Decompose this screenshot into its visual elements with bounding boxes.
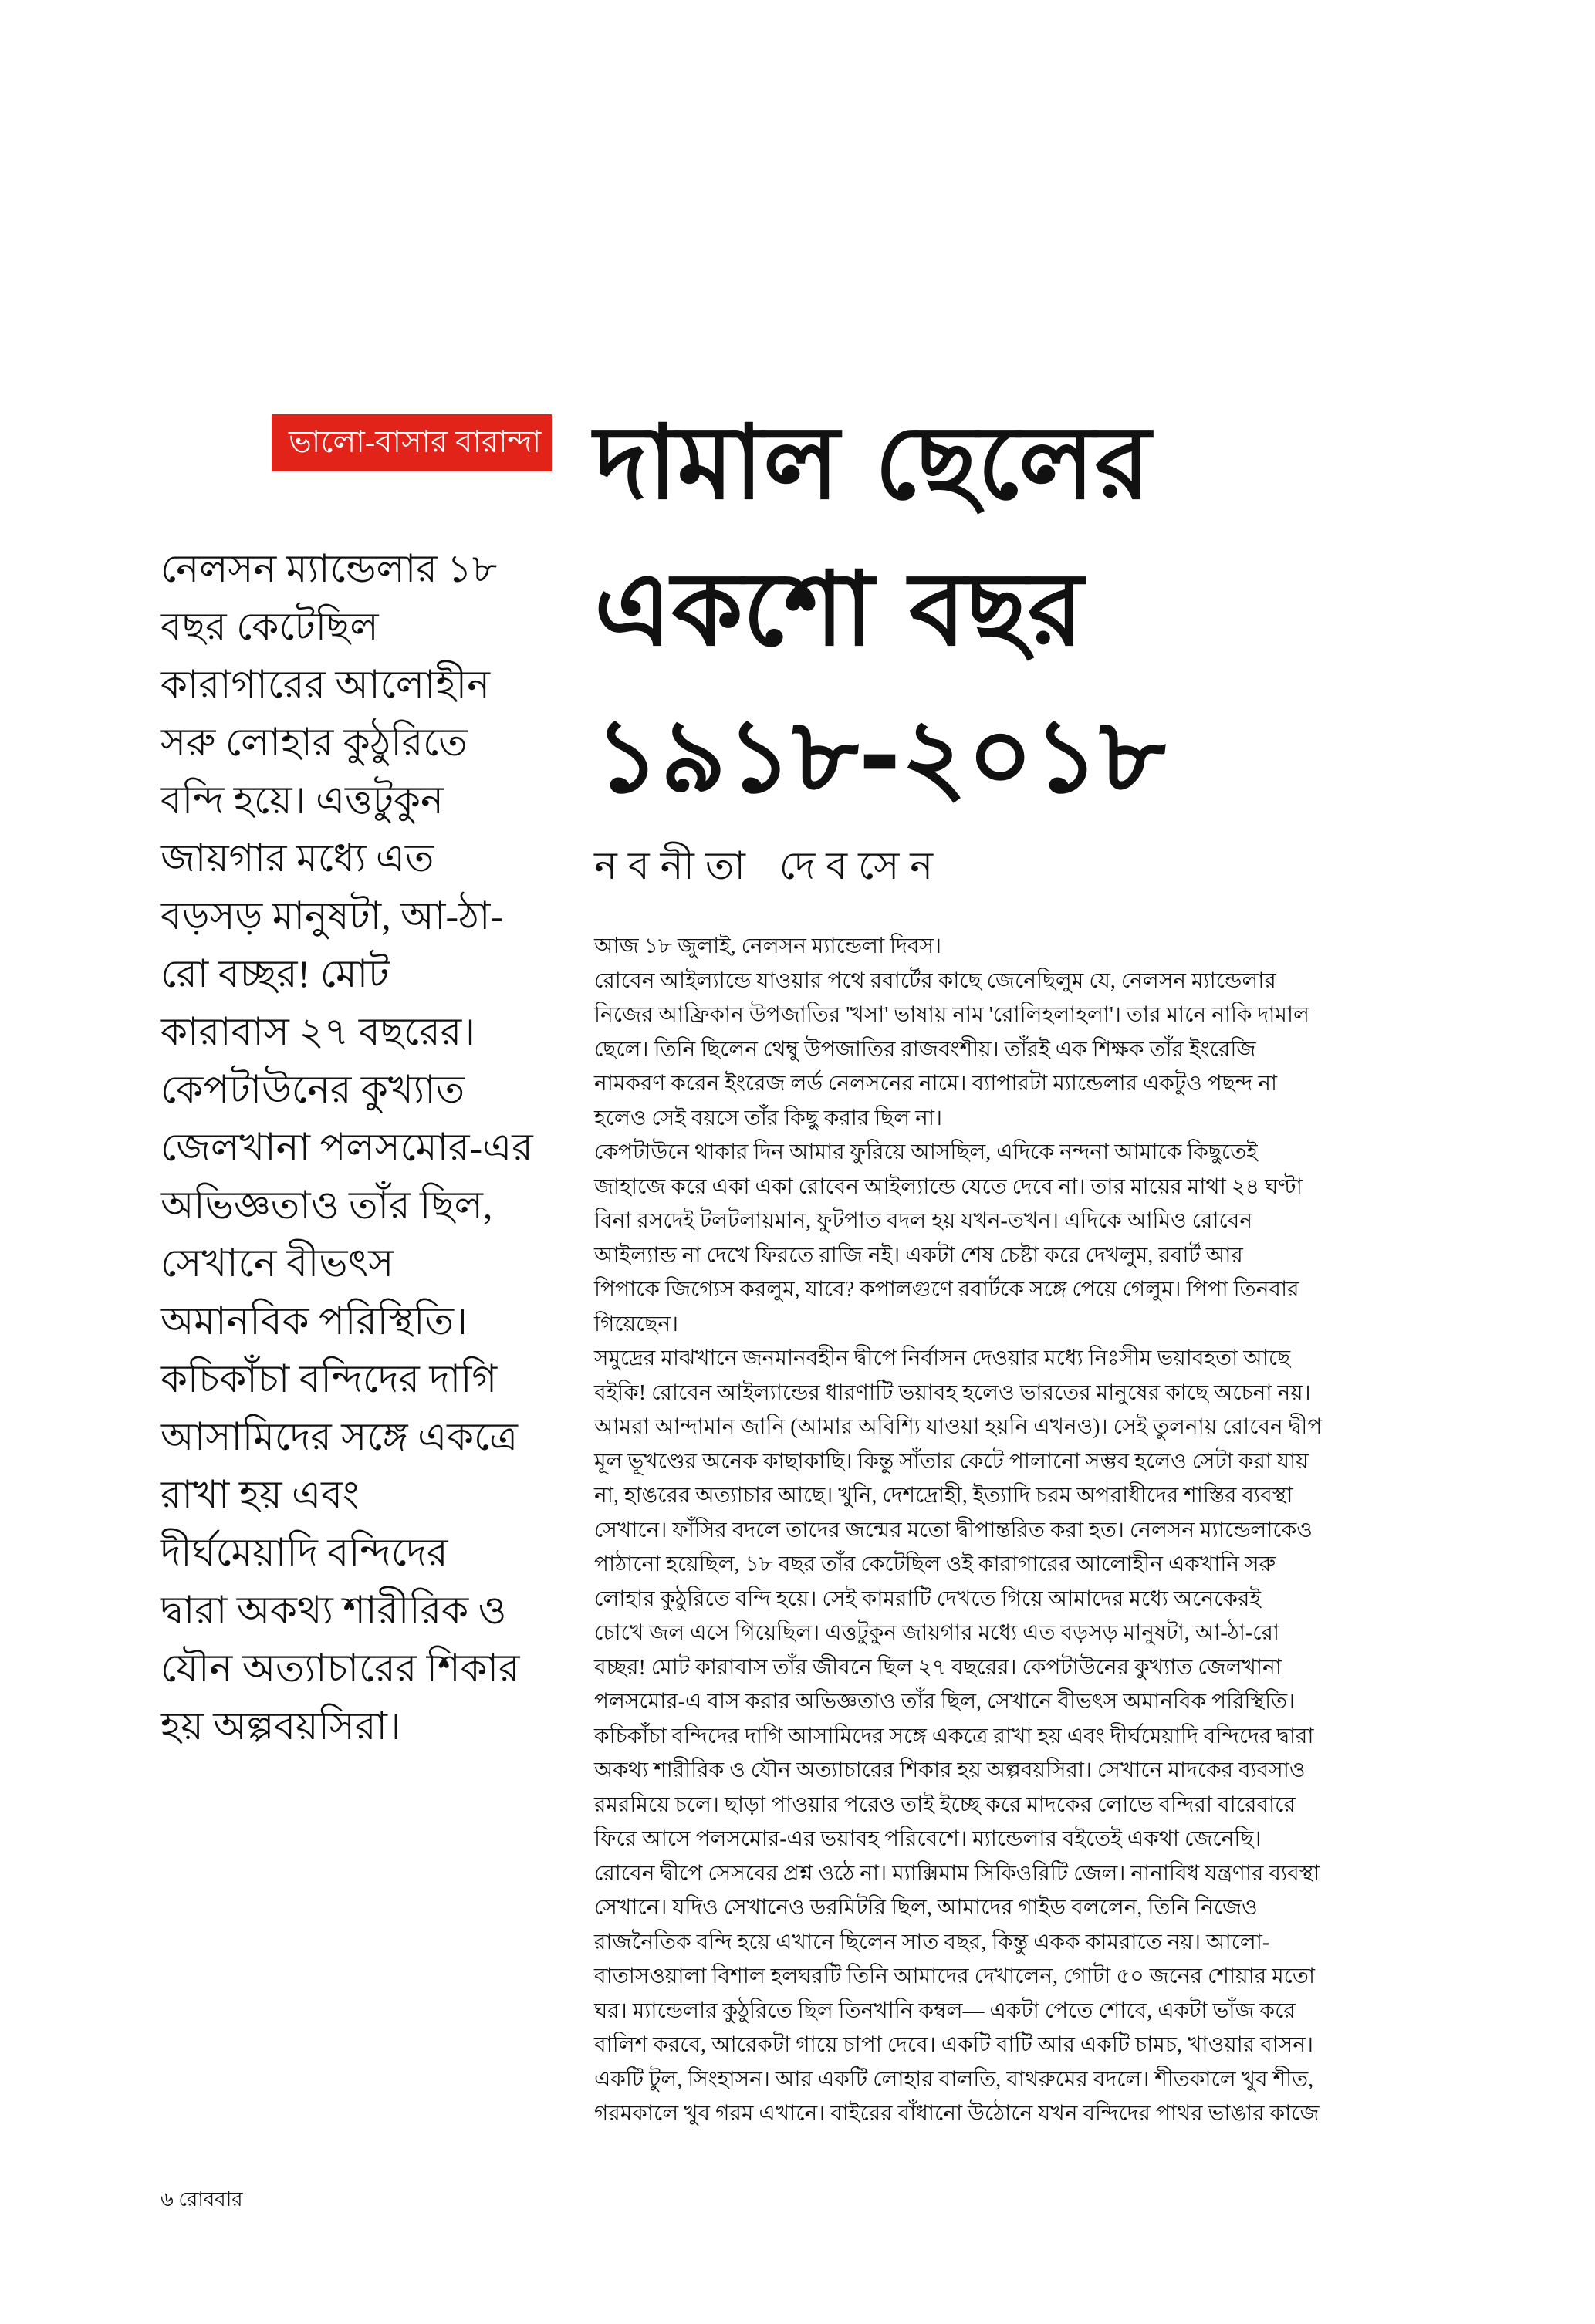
byline: নবনীতা দেবসেন bbox=[594, 843, 944, 888]
article-line: সেখানে। ফাঁসির বদলে তাদের জন্মের মতো দ্বীপান্তরিত করা হত। নেলসন ম্যান্ডেলাকেও bbox=[594, 1518, 1313, 1542]
pull-quote-line: রো বচ্ছর! মোট bbox=[161, 952, 390, 995]
article-line: নামকরণ করেন ইংরেজ লর্ড নেলসনের নামে। ব্যাপারটা ম্যান্ডেলার একটুও পছন্দ না bbox=[594, 1072, 1278, 1096]
headline-line: ১৯১৮-২০১৮ bbox=[594, 697, 1166, 816]
pull-quote-line: কচিকাঁচা বন্দিদের দাগি bbox=[161, 1357, 498, 1400]
pull-quote bbox=[161, 540, 562, 1755]
article-line: ঘর। ম্যান্ডেলার কুঠুরিতে ছিল তিনখানি কম্বল— একটা পেতে শোবে, একটা ভাঁজ করে bbox=[594, 1998, 1296, 2023]
pull-quote-line: অভিজ্ঞতাও তাঁর ছিল, bbox=[161, 1184, 493, 1227]
page-number: ৬ রোববার bbox=[161, 2188, 243, 2211]
article-line: পলসমোর-এ বাস করার অভিজ্ঞতাও তাঁর ছিল, সেখানে বীভৎস অমানবিক পরিস্থিতি। bbox=[594, 1690, 1296, 1714]
article-line: মূল ভূখণ্ডের অনেক কাছাকাছি। কিন্তু সাঁতার কেটে পালানো সম্ভব হলেও সেটা করা যায় bbox=[594, 1449, 1309, 1474]
article-line: লোহার কুঠুরিতে বন্দি হয়ে। সেই কামরাটি দেখতে গিয়ে আমাদের মধ্যে অনেকেরই bbox=[594, 1586, 1261, 1611]
article-line: সমুদ্রের মাঝখানে জনমানবহীন দ্বীপে নির্বাসন দেওয়ার মধ্যে নিঃসীম ভয়াবহতা আছে bbox=[594, 1346, 1291, 1370]
pull-quote-line: অমানবিক পরিস্থিতি। bbox=[161, 1299, 468, 1343]
article-line: রোবেন আইল্যান্ডে যাওয়ার পথে রবার্টের কাছে জেনেছিলুম যে, নেলসন ম্যান্ডেলার bbox=[594, 968, 1276, 993]
pull-quote-line: আসামিদের সঙ্গে একত্রে bbox=[161, 1415, 518, 1458]
article-line: বইকি! রোবেন আইল্যান্ডের ধারণাটি ভয়াবহ হলেও ভারতের মানুষের কাছে অচেনা নয়। bbox=[594, 1380, 1311, 1405]
article-line: একটি টুল, সিংহাসন। আর একটি লোহার বালতি, বাথরুমের বদলে। শীতকালে খুব শীত, bbox=[594, 2067, 1314, 2092]
article-line: চোখে জল এসে গিয়েছিল। এত্তটুকুন জায়গার মধ্যে এত বড়সড় মানুষটা, আ-ঠা-রো bbox=[594, 1621, 1280, 1645]
pull-quote-line: নেলসন ম্যান্ডেলার ১৮ bbox=[161, 547, 498, 590]
article-line: কেপটাউনে থাকার দিন আমার ফুরিয়ে আসছিল, এদিকে নন্দনা আমাকে কিছুতেই bbox=[594, 1140, 1258, 1164]
article-body bbox=[594, 930, 1435, 2132]
pull-quote-line: কারাগারের আলোহীন bbox=[161, 663, 490, 706]
article-line: বালিশ করবে, আরেকটা গায়ে চাপা দেবে। একটি বাটি আর একটি চামচ, খাওয়ার বাসন। bbox=[594, 2033, 1314, 2057]
pull-quote-line: দ্বারা অকথ্য শারীরিক ও bbox=[161, 1589, 507, 1632]
article-line: কচিকাঁচা বন্দিদের দাগি আসামিদের সঙ্গে একত্রে রাখা হয় এবং দীর্ঘমেয়াদি বন্দিদের দ্বারা bbox=[594, 1724, 1314, 1748]
article-line: পাঠানো হয়েছিল, ১৮ বছর তাঁর কেটেছিল ওই কারাগারের আলোহীন একখানি সরু bbox=[594, 1552, 1276, 1576]
article-line: পিপাকে জিগ্যেস করলুম, যাবে? কপালগুণে রবার্টকে সঙ্গে পেয়ে গেলুম। পিপা তিনবার bbox=[594, 1278, 1299, 1302]
article-line: না, হাঙরের অত্যাচার আছে। খুনি, দেশদ্রোহী, ইত্যাদি চরম অপরাধীদের শাস্তির ব্যবস্থা bbox=[594, 1484, 1293, 1508]
article-line: আমরা আন্দামান জানি (আমার অবিশ্যি যাওয়া হয়নি এখনও)। সেই তুলনায় রোবেন দ্বীপ bbox=[594, 1415, 1323, 1439]
pull-quote-line: দীর্ঘমেয়াদি বন্দিদের bbox=[161, 1531, 448, 1574]
article-line: ছেলে। তিনি ছিলেন থেম্বু উপজাতির রাজবংশীয়। তাঁরই এক শিক্ষক তাঁর ইংরেজি bbox=[594, 1037, 1256, 1062]
pull-quote-line: কারাবাস ২৭ বছরের। bbox=[161, 1010, 475, 1053]
article-line: বচ্ছর! মোট কারাবাস তাঁর জীবনে ছিল ২৭ বছরের। কেপটাউনের কুখ্যাত জেলখানা bbox=[594, 1655, 1282, 1680]
article-line: গিয়েছেন। bbox=[594, 1312, 679, 1336]
pull-quote-line: সরু লোহার কুঠুরিতে bbox=[161, 721, 468, 764]
article-line: সেখানে। যদিও সেখানেও ডরমিটরি ছিল, আমাদের গাইড বললেন, তিনি নিজেও bbox=[594, 1896, 1258, 1920]
pull-quote-line: হয় অল্পবয়সিরা। bbox=[161, 1704, 401, 1748]
article-line: আইল্যান্ড না দেখে ফিরতে রাজি নই। একটা শেষ চেষ্টা করে দেখলুম, রবার্ট আর bbox=[594, 1243, 1243, 1268]
article-line: অকথ্য শারীরিক ও যৌন অত্যাচারের শিকার হয় অল্পবয়সিরা। সেখানে মাদকের ব্যবসাও bbox=[594, 1758, 1306, 1782]
article-line: গরমকালে খুব গরম এখানে। বাইরের বাঁধানো উঠোনে যখন বন্দিদের পাথর ভাঙার কাজে bbox=[594, 2102, 1320, 2126]
section-tag: ভালো-বাসার বারান্দা bbox=[272, 414, 552, 471]
pull-quote-line: বছর কেটেছিল bbox=[161, 605, 379, 648]
pull-quote-line: বড়সড় মানুষটা, আ-ঠা- bbox=[161, 894, 504, 937]
headline-line: একশো বছর bbox=[594, 550, 1084, 669]
article-line: জাহাজে করে একা একা রোবেন আইল্যান্ডে যেতে দেবে না। তার মায়ের মাথা ২৪ ঘণ্টা bbox=[594, 1174, 1303, 1199]
headline-line: দামাল ছেলের bbox=[594, 404, 1151, 522]
pull-quote-line: কেপটাউনের কুখ্যাত bbox=[161, 1068, 465, 1111]
pull-quote-line: জেলখানা পলসমোর-এর bbox=[161, 1126, 533, 1169]
article-line: রাজনৈতিক বন্দি হয়ে এখানে ছিলেন সাত বছর, কিন্তু একক কামরাতে নয়। আলো- bbox=[594, 1930, 1270, 1954]
article-line: নিজের আফ্রিকান উপজাতির 'খসা' ভাষায় নাম 'রোলিহলাহলা'। তার মানে নাকি দামাল bbox=[594, 1003, 1309, 1027]
article-line: হলেও সেই বয়সে তাঁর কিছু করার ছিল না। bbox=[594, 1106, 942, 1130]
article-line: বিনা রসদেই টলটলায়মান, ফুটপাত বদল হয় যখন-তখন। এদিকে আমিও রোবেন bbox=[594, 1209, 1253, 1233]
pull-quote-line: সেখানে বীভৎস bbox=[161, 1241, 394, 1285]
article-line: রমরমিয়ে চলে। ছাড়া পাওয়ার পরেও তাই ইচ্ছে করে মাদকের লোভে বন্দিরা বারেবারে bbox=[594, 1792, 1296, 1817]
headline bbox=[594, 390, 1559, 829]
article-line: আজ ১৮ জুলাই, নেলসন ম্যান্ডেলা দিবস। bbox=[594, 934, 941, 958]
article-line: ফিরে আসে পলসমোর-এর ভয়াবহ পরিবেশে। ম্যান্ডেলার বইতেই একথা জেনেছি। bbox=[594, 1827, 1262, 1851]
pull-quote-line: যৌন অত্যাচারের শিকার bbox=[161, 1647, 520, 1690]
pull-quote-line: জায়গার মধ্যে এত bbox=[161, 836, 434, 880]
pull-quote-line: রাখা হয় এবং bbox=[161, 1473, 360, 1516]
pull-quote-line: বন্দি হয়ে। এত্তটুকুন bbox=[161, 779, 444, 822]
article-line: বাতাসওয়ালা বিশাল হলঘরটি তিনি আমাদের দেখালেন, গোটা ৫০ জনের শোয়ার মতো bbox=[594, 1964, 1316, 1988]
article-line: রোবেন দ্বীপে সেসবের প্রশ্ন ওঠে না। ম্যাক্সিমাম সিকিওরিটি জেল। নানাবিধ যন্ত্রণার ব্যবস্থা bbox=[594, 1861, 1320, 1886]
